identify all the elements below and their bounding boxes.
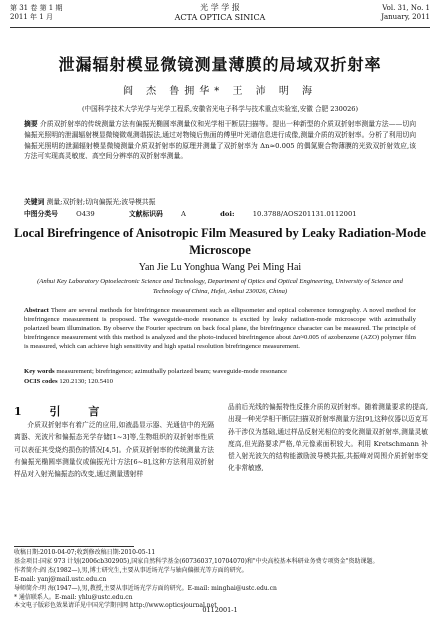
ocis-codes: [24, 378, 416, 385]
footnote-funding: 基金项目:国家 973 计划(2006cb302905),国家自然科学基金(60736037,10704070)和"中央高校基本科研业务费专项资金"资助课题。: [14, 557, 379, 565]
section-heading: 1 引 言: [14, 405, 112, 418]
affiliation-en: (Anhui Key Laboratory Optoelectronic Science and Technology, Department of Optics and Optical Engineering, University of Science and Technology of China, Hefei, Anhui 230026, China): [37, 278, 403, 295]
keywords-cn-label: 关键词: [24, 198, 45, 206]
keywords-cn-text: 测量;双折射;切向偏振光;波导模共振: [46, 198, 156, 206]
journal-header: [0, 0, 440, 34]
abstract-cn-text: 介质双折射率的传统测量方法有偏振光椭圆率测量仪和光学相干断层扫描等。提出一种新型的介质双折射率测量方法——切向偏振光照明的泄漏辐射模显微镜微观测谐振法,通过对物镜后焦面的傅里叶光谱信息进行成像,测量介质的双折射率。分析了利用切向偏振光照明的泄漏辐射模显微镜测量介质双折射率的原理并测量了双折射率为 Δn≈0.005 的偶氮聚合物薄膜的光致双折射效应,该方法可实现高灵敏度、高空间分辨率的双折射率测量。: [24, 120, 417, 161]
ocis-value: 120.2130; 120.5410: [59, 378, 113, 385]
doi-value: 10.3788/AOS201131.0112001: [252, 210, 357, 218]
keywords-en-label: Key words: [24, 368, 55, 375]
footnotes: [14, 549, 428, 611]
authors-en: Yan Jie Lu Yonghua Wang Pei Ming Hai: [138, 262, 302, 273]
abstract-cn-label: 摘要: [24, 120, 38, 128]
volume-issue-cn: 第 31 卷 第 1 期: [10, 4, 63, 12]
body-paragraph-left: 介质双折射率有着广泛的应用,如液晶显示器、光通信中的光隔离器、光波片和偏振态光学存储[1~3]等,生物组织的双折射率性质可以表征其受烧灼损伤的情况[4,5]。介质双折射率的传统测量方法有偏振光椭圆率测量仪或偏振光计方法[6~8],这种方法利用双折射样品对入射光偏振态的改变,通过测量透射样: [14, 421, 214, 479]
body-column-right: [228, 401, 428, 475]
volume-issue-en: Vol. 31, No. 1: [382, 4, 430, 12]
authors-cn: 阎 杰 鲁拥华* 王 沛 明 海: [122, 86, 318, 97]
clc-value: O439: [76, 210, 95, 218]
paper-title-cn: 泄漏辐射模显微镜测量薄膜的局域双折射率: [58, 55, 382, 74]
doc-code-label: 文献标识码: [128, 210, 163, 218]
doi-label: doi:: [220, 210, 235, 218]
abstract-en: [24, 306, 416, 351]
date-cn: 2011 年 1 月: [10, 13, 53, 21]
header-center: [0, 3, 440, 23]
keywords-cn: [24, 196, 416, 206]
journal-name-en: ACTA OPTICA SINICA: [174, 13, 266, 22]
keywords-en-text: measurement; birefringence; azimuthally polarized beam; waveguide-mode resonance: [56, 368, 287, 375]
paper-title-en: Local Birefringence of Anisotropic Film Measured by Leaky Radiation-Mode Microscope: [14, 226, 426, 257]
journal-name-cn: 光 学 学 报: [200, 3, 240, 12]
abstract-en-text: There are several methods for birefringence measurement such as ellipsometer and optical coherence tomography. A novel method for birefringence measurement is proposed. The waveguide-mode resonance is excited by leaky radiation-mode microscope with azimuthally polarized beam illumination. By observe the Fourier spectrum on back focal plane, the birefringence character can be measured. The principle of birefringence measurement with this method is analyzed and the photo-induced birefringence about Δn≈0.005 of azobenzene (AZO) polymer film is measured, which can achieve high sensitivity and high spatial resolution birefringence measurement.: [24, 307, 416, 351]
date-en: January, 2011: [381, 13, 430, 21]
classification-cn: [24, 208, 416, 218]
affiliation-cn: (中国科学技术大学光学与光学工程系,安徽省光电子科学与技术重点实验室,安徽 合肥 230026): [81, 105, 359, 113]
page-number: 0112001-1: [202, 606, 238, 614]
clc-label: 中图分类号: [24, 210, 58, 218]
footnote-advisor-bio: 导师简介:明 海(1947—),男,教授,主要从事近场光学方面的研究。E-mail: minghai@ustc.edu.cn: [14, 584, 277, 592]
footnote-corresponding: * 通信联系人。E-mail: yhlu@ustc.edu.cn: [14, 593, 133, 601]
ocis-label: OCIS codes: [24, 378, 58, 385]
abstract-cn: [24, 119, 416, 162]
footnote-divider: [14, 546, 134, 547]
body-column-left: [14, 419, 214, 480]
header-right: [381, 4, 430, 22]
footnote-author-email: E-mail: yanj@mail.ustc.edu.cn: [14, 575, 107, 583]
footnote-received: 收稿日期:2010-04-07;收到修改稿日期:2010-05-11: [14, 549, 156, 556]
footnote-author-bio: 作者简介:阎 杰(1982—),男,博士研究生,主要从事近场光学与轴向偏振光等方面的研究。: [14, 566, 248, 574]
header-divider: [10, 27, 430, 28]
keywords-en: [24, 367, 416, 376]
body-paragraph-right: 品前后光线的偏振特性反推介质的双折射率。随着测量要求的提高,出现一种光学相干断层扫描双折射率测量方法[9],这种仪器以迈克耳孙干涉仪为基础,通过样品反射光相位的变化测量双折射率,测量灵敏度高,但光路要求严格,单元像素面积较大。利用 Kretschmann 补偿入射光波矢的结构能激励波导模共振,共振峰对周围介质折射率变化非常敏感,: [228, 403, 428, 473]
footnote-online-note: 本文电子版彩色效果请详见中国光学期刊网 http://www.opticsjournal.net: [14, 602, 217, 610]
abstract-en-label: Abstract: [24, 307, 49, 314]
doc-code-value: A: [181, 210, 186, 218]
